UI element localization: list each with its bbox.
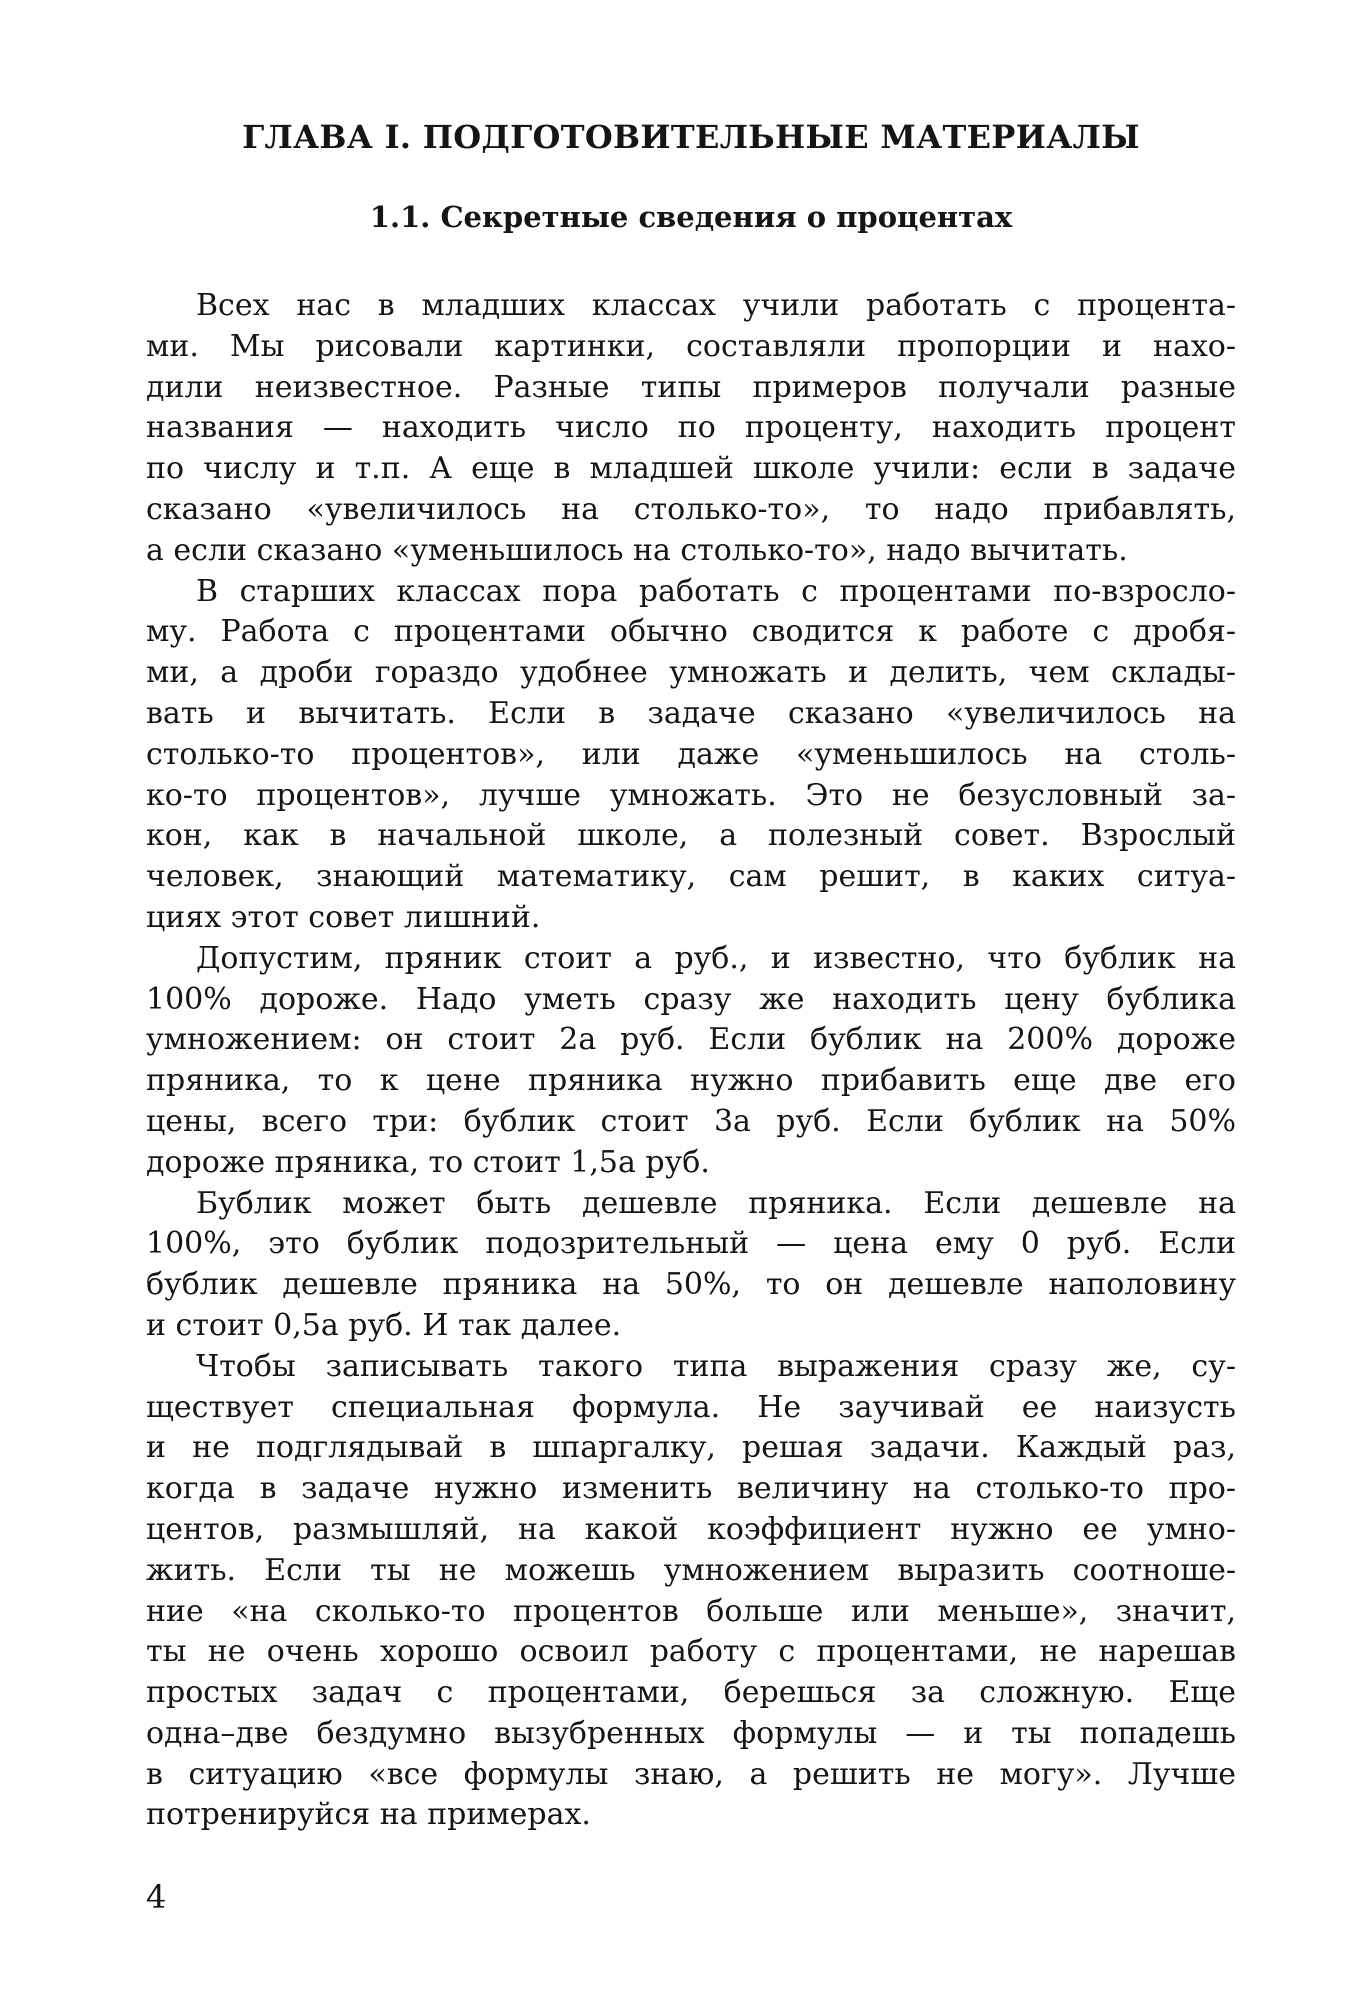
- text-line: а если сказано «уменьшилось на столько-то», надо вычитать.: [146, 532, 1128, 568]
- text-line: в ситуацию «все формулы знаю, а решить не могу». Лучше: [146, 1756, 1236, 1792]
- text-line: человек, знающий математику, сам решит, в каких ситуа-: [146, 859, 1236, 895]
- paragraph: [146, 572, 1236, 939]
- page-number: 4: [146, 1878, 167, 1916]
- text-line: и не подглядывай в шпаргалку, решая задачи. Каждый раз,: [146, 1430, 1236, 1466]
- text-line: вать и вычитать. Если в задаче сказано «увеличилось на: [146, 695, 1236, 731]
- section-title: 1.1. Секретные сведения о процентах: [369, 200, 1013, 234]
- text-line: му. Работа с процентами обычно сводится к работе с дробя-: [146, 614, 1236, 650]
- text-line: сказано «увеличилось на столько-то», то надо прибавлять,: [146, 491, 1236, 527]
- text-line: Бублик может быть дешевле пряника. Если дешевле на: [196, 1185, 1236, 1221]
- body-text: [146, 286, 1236, 1836]
- text-line: бублик дешевле пряника на 50%, то он дешевле наполовину: [146, 1267, 1236, 1303]
- text-line: жить. Если ты не можешь умножением выразить соотноше-: [146, 1552, 1236, 1588]
- text-line: когда в задаче нужно изменить величину на столько-то про-: [146, 1471, 1236, 1507]
- paragraph: [146, 286, 1236, 572]
- text-line: центов, размышляй, на какой коэффициент нужно ее умно-: [146, 1511, 1236, 1547]
- paragraph: [146, 1347, 1236, 1837]
- text-line: ко-то процентов», лучше умножать. Это не безусловный за-: [146, 777, 1236, 813]
- text-line: простых задач с процентами, берешься за сложную. Еще: [146, 1675, 1236, 1711]
- chapter-title: ГЛАВА I. ПОДГОТОВИТЕЛЬНЫЕ МАТЕРИАЛЫ: [242, 118, 1140, 156]
- text-line: пряника, то к цене пряника нужно прибавить еще две его: [146, 1063, 1236, 1099]
- text-line: дороже пряника, то стоит 1,5a руб.: [146, 1144, 710, 1180]
- book-page: [146, 0, 1236, 2000]
- text-line: по числу и т.п. А еще в младшей школе учили: если в задаче: [146, 451, 1236, 487]
- text-line: дили неизвестное. Разные типы примеров получали разные: [146, 369, 1236, 405]
- paragraph: [146, 939, 1236, 1184]
- text-line: ществует специальная формула. Не заучивай ее наизусть: [146, 1389, 1236, 1425]
- text-line: циях этот совет лишний.: [146, 899, 541, 935]
- text-line: Чтобы записывать такого типа выражения сразу же, су-: [196, 1348, 1236, 1384]
- text-line: умножением: он стоит 2a руб. Если бублик на 200% дороже: [146, 1022, 1236, 1058]
- text-line: и стоит 0,5a руб. И так далее.: [146, 1307, 622, 1343]
- text-line: Допустим, пряник стоит a руб., и известно, что бублик на: [196, 940, 1236, 976]
- text-line: потренируйся на примерах.: [146, 1797, 591, 1833]
- paragraph: [146, 1184, 1236, 1347]
- text-line: В старших классах пора работать с процентами по-взросло-: [196, 573, 1236, 609]
- text-line: ми, а дроби гораздо удобнее умножать и делить, чем склады-: [146, 655, 1236, 691]
- text-line: столько-то процентов», или даже «уменьшилось на столь-: [146, 736, 1236, 772]
- text-line: ми. Мы рисовали картинки, составляли пропорции и нахо-: [146, 328, 1236, 364]
- text-line: цены, всего три: бублик стоит 3a руб. Если бублик на 50%: [146, 1103, 1236, 1139]
- text-line: одна–две бездумно вызубренных формулы — и ты попадешь: [146, 1715, 1236, 1751]
- text-line: названия — находить число по проценту, находить процент: [146, 410, 1236, 446]
- text-line: 100% дороже. Надо уметь сразу же находить цену бублика: [146, 981, 1236, 1017]
- text-line: ние «на сколько-то процентов больше или меньше», значит,: [146, 1593, 1236, 1629]
- text-line: 100%, это бублик подозрительный — цена ему 0 руб. Если: [146, 1226, 1236, 1262]
- text-line: Всех нас в младших классах учили работать с процента-: [196, 288, 1236, 323]
- text-line: ты не очень хорошо освоил работу с процентами, не нарешав: [146, 1634, 1236, 1670]
- text-line: кон, как в начальной школе, а полезный совет. Взрослый: [146, 818, 1236, 854]
